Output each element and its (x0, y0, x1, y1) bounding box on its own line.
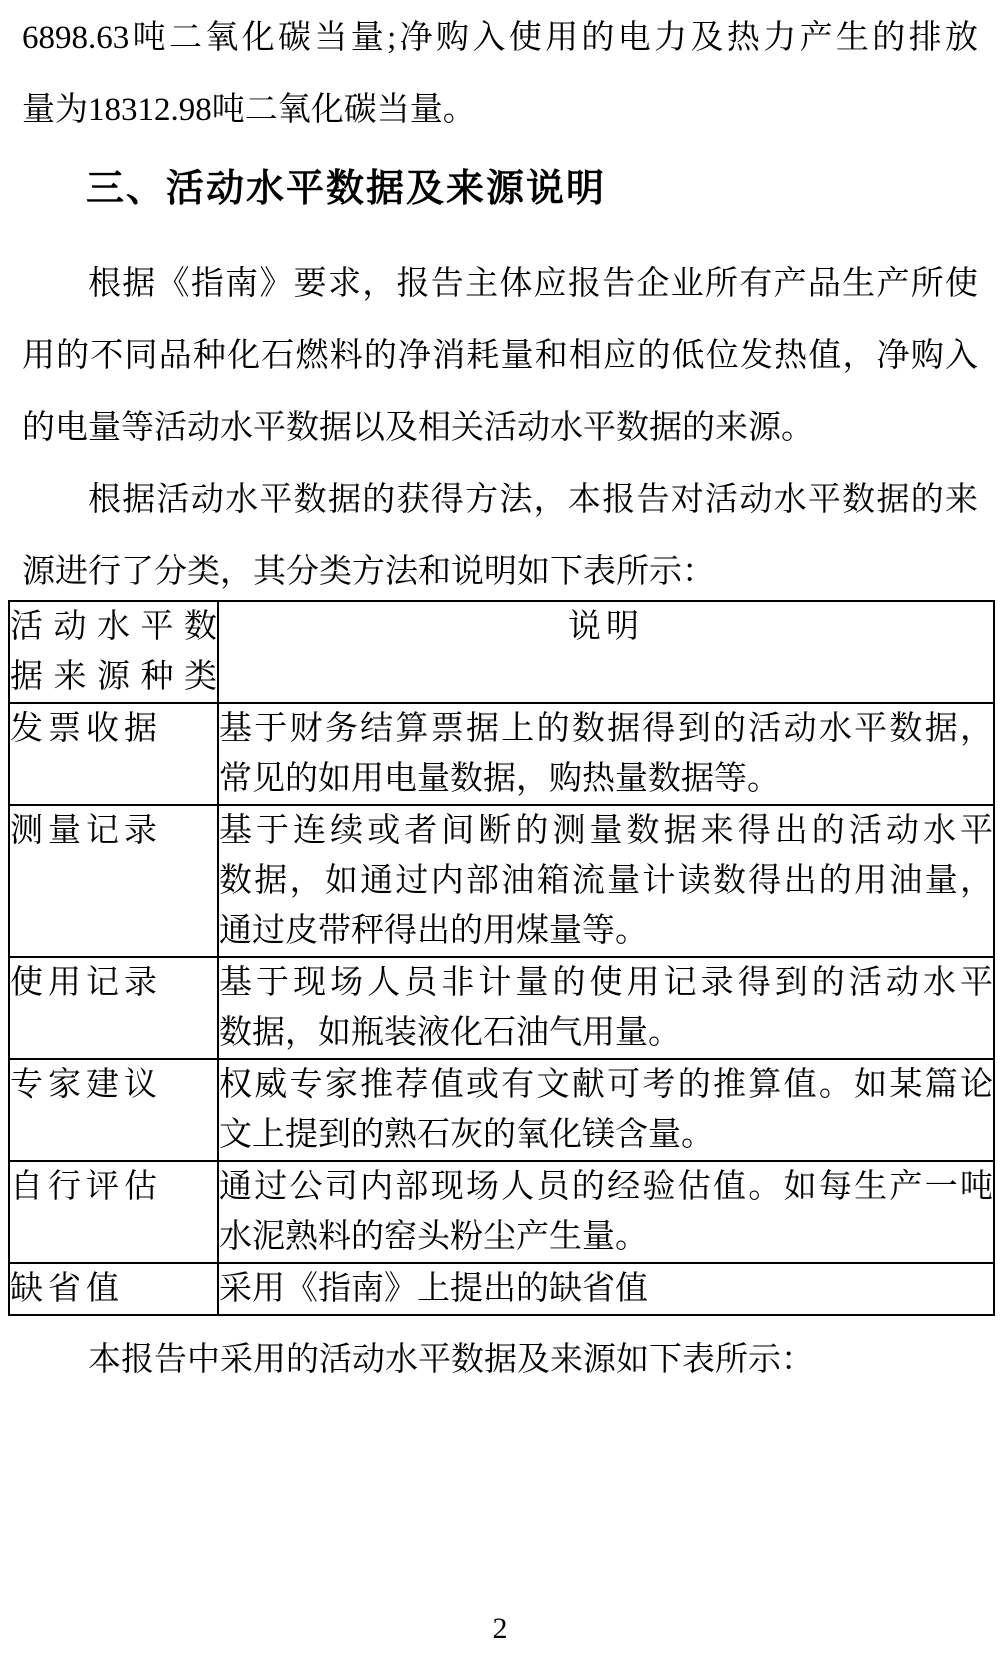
paragraph-line: 的电量等活动水平数据以及相关活动水平数据的来源。 (22, 410, 814, 446)
description-line: 基于连续或者间断的测量数据来得出的活动水平 (219, 813, 993, 849)
paragraph-line: 根据活动水平数据的获得方法，本报告对活动水平数据的来 (88, 482, 978, 518)
body-paragraph (22, 0, 978, 146)
description-line: 通过皮带秤得出的用煤量等。 (219, 913, 648, 949)
header-line: 据来源种类 (10, 659, 217, 695)
description-line: 数据，如通过内部油箱流量计读数得出的用油量， (219, 863, 993, 899)
description-line: 权威专家推荐值或有文献可考的推算值。如某篇论 (219, 1067, 993, 1103)
table-row (9, 703, 994, 805)
description-line: 常见的如用电量数据，购热量数据等。 (219, 761, 780, 797)
source-cell: 自行评估 (9, 1161, 218, 1263)
data-source-table (8, 600, 995, 1316)
paragraph-line: 源进行了分类，其分类方法和说明如下表所示： (22, 554, 715, 590)
body-paragraph (22, 1324, 978, 1396)
source-cell: 测量记录 (9, 805, 218, 957)
paragraph-line: 根据《指南》要求，报告主体应报告企业所有产品生产所使 (88, 266, 978, 302)
source-cell: 缺省值 (9, 1263, 218, 1315)
description-line: 基于现场人员非计量的使用记录得到的活动水平 (219, 965, 993, 1001)
body-paragraph (22, 464, 978, 608)
description-line: 数据，如瓶装液化石油气用量。 (219, 1015, 681, 1051)
description-cell (218, 957, 994, 1059)
description-cell (218, 805, 994, 957)
description-cell (218, 1263, 994, 1315)
table-row (9, 1059, 994, 1161)
description-line: 水泥熟料的窑头粉尘产生量。 (219, 1219, 648, 1255)
header-cell-source-type (9, 601, 218, 703)
description-cell (218, 1161, 994, 1263)
source-cell: 专家建议 (9, 1059, 218, 1161)
table-header-row (9, 601, 994, 703)
source-cell: 使用记录 (9, 957, 218, 1059)
page-number: 2 (492, 1612, 508, 1645)
description-line: 文上提到的熟石灰的氧化镁含量。 (219, 1117, 714, 1153)
source-cell: 发票收据 (9, 703, 218, 805)
description-line: 基于财务结算票据上的数据得到的活动水平数据， (219, 711, 993, 747)
section-heading: 三、活动水平数据及来源说明 (86, 168, 607, 210)
description-cell (218, 703, 994, 805)
table-row (9, 1161, 994, 1263)
table-row (9, 805, 994, 957)
table-row (9, 1263, 994, 1315)
paragraph-line: 6898.63吨二氧化碳当量;净购入使用的电力及热力产生的排放 (22, 20, 978, 56)
body-paragraph (22, 248, 978, 464)
table-row (9, 957, 994, 1059)
description-cell (218, 1059, 994, 1161)
paragraph-line: 量为18312.98吨二氧化碳当量。 (22, 92, 476, 128)
paragraph-line: 用的不同品种化石燃料的净消耗量和相应的低位发热值，净购入 (22, 338, 978, 374)
description-line: 采用《指南》上提出的缺省值 (219, 1271, 648, 1307)
header-cell-description: 说明 (218, 601, 994, 703)
header-line: 活动水平数 (10, 609, 217, 645)
description-line: 通过公司内部现场人员的经验估值。如每生产一吨 (219, 1169, 993, 1205)
paragraph-line: 本报告中采用的活动水平数据及来源如下表所示： (88, 1342, 814, 1378)
